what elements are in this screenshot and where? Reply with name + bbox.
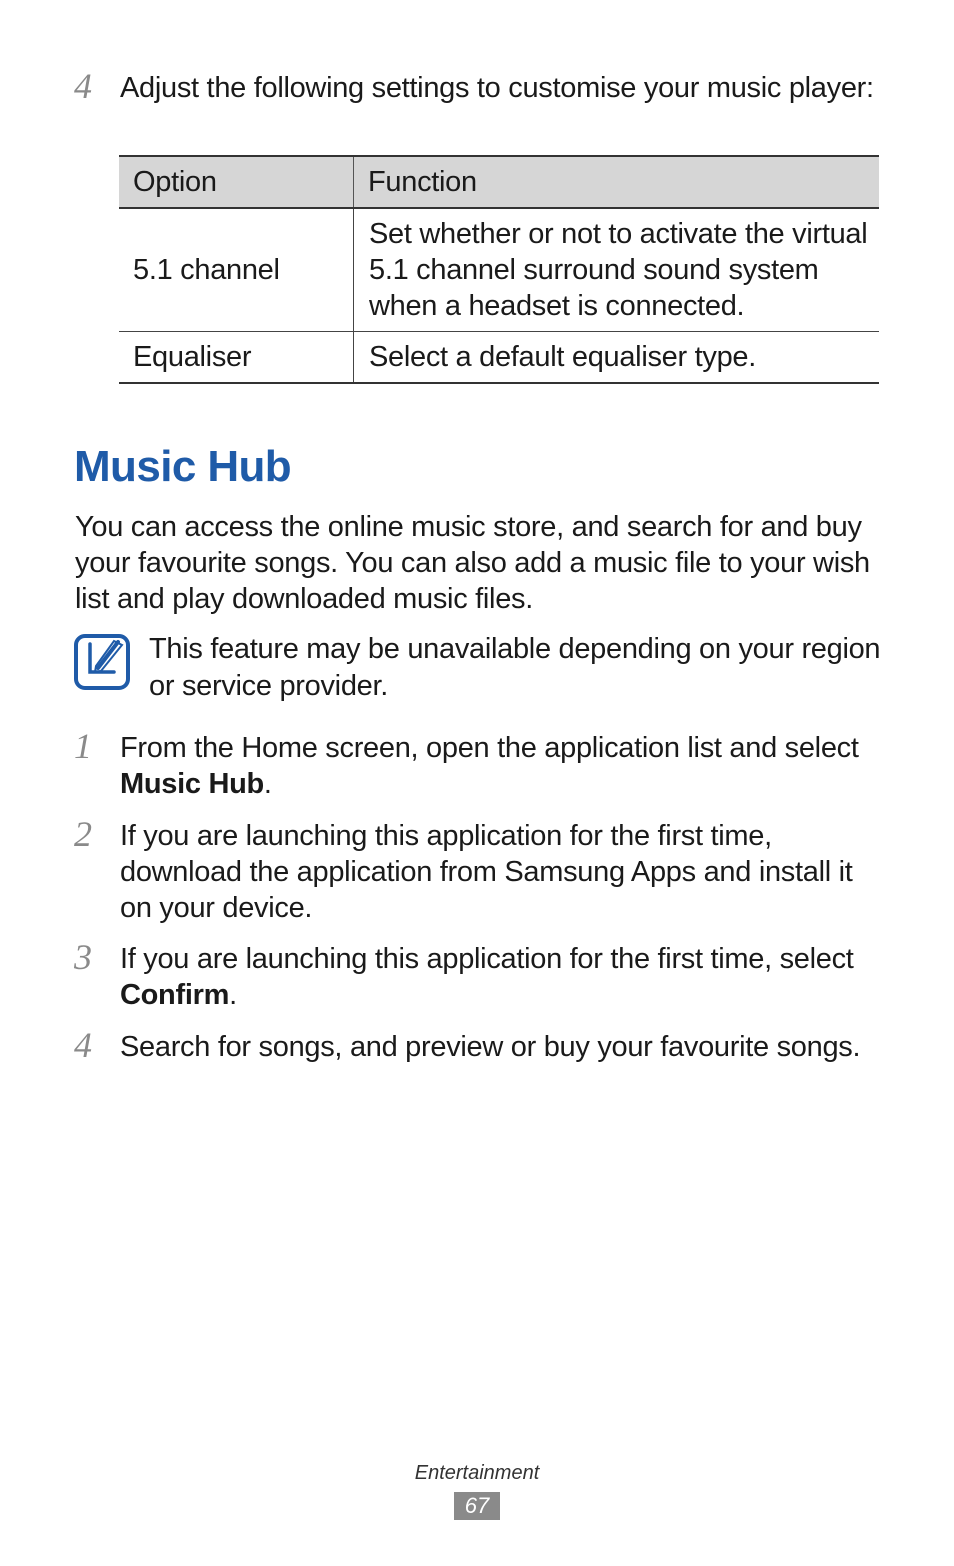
step-number: 3 xyxy=(74,937,92,977)
menu-item-label: Confirm xyxy=(120,979,230,1011)
menu-item-label: Music Hub xyxy=(120,768,264,800)
step-text: Adjust the following settings to customise your music player: xyxy=(120,72,874,104)
note-pencil-icon xyxy=(74,634,130,690)
step-text-part: . xyxy=(229,979,237,1011)
section-intro: You can access the online music store, and search for and buy your favourite songs. You can also add a music file to your wish list and play downloaded music files. xyxy=(75,511,870,615)
step-text xyxy=(120,730,890,802)
step-number: 4 xyxy=(74,1025,92,1065)
function-cell: Set whether or not to activate the virtual 5.1 channel surround sound system when a headset is connected. xyxy=(354,208,880,331)
step-text xyxy=(120,941,890,1013)
step-text-part: If you are launching this application for the first time, select xyxy=(120,943,854,975)
option-cell: 5.1 channel xyxy=(119,208,354,331)
option-cell: Equaliser xyxy=(119,331,354,383)
page-number: 67 xyxy=(454,1492,500,1520)
step-text-part: . xyxy=(263,768,272,800)
function-cell: Select a default equaliser type. xyxy=(354,331,880,383)
step-text-part: From the Home screen, open the application list and select xyxy=(120,732,859,764)
settings-table xyxy=(119,155,879,384)
footer-section-label: Entertainment xyxy=(414,1462,540,1484)
step-text xyxy=(120,818,890,926)
column-header-function: Function xyxy=(354,156,880,208)
note-text: This feature may be unavailable depending on your region or service provider. xyxy=(149,633,881,702)
table-header-row xyxy=(119,156,879,208)
table-row xyxy=(119,331,879,383)
step-number: 2 xyxy=(74,814,92,854)
step-text-part: Search for songs, and preview or buy your favourite songs. xyxy=(120,1031,861,1063)
column-header-option: Option xyxy=(119,156,354,208)
step-number: 1 xyxy=(74,726,92,766)
section-title: Music Hub xyxy=(74,442,292,491)
step-text xyxy=(120,1029,890,1065)
step-number: 4 xyxy=(74,66,92,106)
step-text-part: If you are launching this application for the first time, download the application from Samsung Apps and install it on your device. xyxy=(120,820,853,924)
table-row xyxy=(119,208,879,331)
